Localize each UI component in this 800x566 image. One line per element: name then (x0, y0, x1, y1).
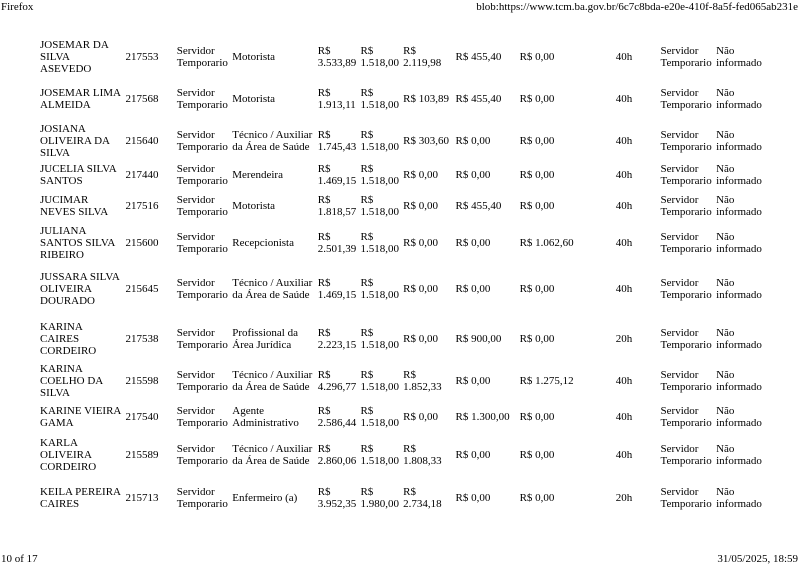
table-row (38, 317, 774, 360)
employment-type: Servidor Temporario (176, 230, 228, 255)
job-role: Técnico / Auxiliar da Área de Saúde (232, 368, 313, 393)
other-value: R$ 0,00 (519, 135, 555, 147)
employee-table (38, 36, 774, 519)
employee-code: 217568 (125, 93, 159, 105)
info-status: Não informado (716, 230, 762, 255)
info-status: Não informado (716, 162, 762, 187)
employment-type: Servidor Temporario (176, 162, 228, 187)
employee-code: 215598 (125, 374, 159, 387)
allowance: R$ 1.300,00 (455, 411, 510, 423)
workload-hours: 20h (615, 332, 633, 345)
employment-category: Servidor Temporario (660, 326, 712, 351)
extra-value: R$ 1.852,33 (403, 368, 442, 393)
workload-hours: 40h (615, 135, 633, 147)
other-value: R$ 0,00 (519, 491, 555, 504)
base-salary: R$ 1.518,00 (360, 193, 399, 218)
table-body (38, 36, 774, 519)
other-value: R$ 0,00 (519, 411, 555, 423)
job-role: Técnico / Auxiliar da Área de Saúde (232, 442, 313, 467)
base-salary: R$ 1.518,00 (360, 129, 399, 153)
employment-type: Servidor Temporario (176, 485, 228, 510)
job-role: Agente Administrativo (232, 405, 299, 429)
gross-salary: R$ 1.469,15 (317, 162, 357, 187)
employee-code: 217516 (125, 199, 159, 212)
employment-category: Servidor Temporario (660, 442, 712, 467)
base-salary: R$ 1.518,00 (360, 405, 399, 429)
gross-salary: R$ 2.501,39 (317, 230, 357, 255)
page-url: blob:https://www.tcm.ba.gov.br/6c7c8bda-e20e-410f-8a5f-fed065ab231e (476, 1, 798, 13)
job-role: Motorista (232, 93, 276, 105)
other-value: R$ 0,00 (519, 51, 555, 63)
employee-code: 215600 (125, 236, 159, 249)
gross-salary: R$ 1.745,43 (317, 129, 357, 153)
extra-value: R$ 0,00 (403, 236, 438, 249)
extra-value: R$ 2.119,98 (403, 45, 442, 69)
employee-code: 217440 (125, 168, 159, 181)
workload-hours: 40h (615, 93, 633, 105)
base-salary: R$ 1.518,00 (360, 87, 399, 111)
other-value: R$ 0,00 (519, 93, 555, 105)
workload-hours: 40h (615, 411, 633, 423)
allowance: R$ 0,00 (455, 491, 491, 504)
table-row (38, 78, 774, 120)
job-role: Enfermeiro (a) (232, 491, 298, 504)
gross-salary: R$ 2.860,06 (317, 442, 357, 467)
other-value: R$ 0,00 (519, 199, 555, 212)
extra-value: R$ 0,00 (403, 199, 438, 212)
employment-category: Servidor Temporario (660, 129, 712, 153)
gross-salary: R$ 1.913,11 (317, 87, 356, 111)
employee-name: JUCIMAR NEVES SILVA (40, 193, 109, 218)
allowance: R$ 455,40 (455, 93, 502, 105)
employment-category: Servidor Temporario (660, 162, 712, 187)
workload-hours: 20h (615, 491, 633, 504)
employee-code: 215640 (125, 135, 159, 147)
other-value: R$ 0,00 (519, 283, 555, 295)
info-status: Não informado (716, 87, 762, 111)
employee-code: 217540 (125, 411, 159, 423)
other-value: R$ 1.275,12 (519, 374, 574, 387)
job-role: Profissional da Área Jurídica (232, 326, 298, 351)
gross-salary: R$ 2.586,44 (317, 405, 357, 429)
employee-name: JOSEMAR DA SILVA ASEVEDO (40, 39, 109, 75)
employment-type: Servidor Temporario (176, 326, 228, 351)
base-salary: R$ 1.518,00 (360, 45, 399, 69)
employee-name: KARINA CAIRES CORDEIRO (40, 320, 97, 357)
gross-salary: R$ 3.952,35 (317, 485, 357, 510)
extra-value: R$ 103,89 (403, 93, 449, 105)
base-salary: R$ 1.518,00 (360, 230, 399, 255)
table-row (38, 261, 774, 317)
base-salary: R$ 1.518,00 (360, 442, 399, 467)
employee-name: KEILA PEREIRA CAIRES (40, 485, 121, 510)
employment-category: Servidor Temporario (660, 230, 712, 255)
employment-type: Servidor Temporario (176, 368, 228, 393)
info-status: Não informado (716, 277, 762, 301)
employee-code: 217538 (125, 332, 159, 345)
workload-hours: 40h (615, 51, 633, 63)
info-status: Não informado (716, 193, 762, 218)
base-salary: R$ 1.518,00 (360, 326, 399, 351)
table-row (38, 401, 774, 433)
table-row (38, 224, 774, 261)
employment-category: Servidor Temporario (660, 87, 712, 111)
allowance: R$ 900,00 (455, 332, 502, 345)
gross-salary: R$ 3.533,89 (317, 45, 357, 69)
extra-value: R$ 303,60 (403, 135, 449, 147)
info-status: Não informado (716, 442, 762, 467)
extra-value: R$ 2.734,18 (403, 485, 442, 510)
page-number: 10 of 17 (1, 553, 38, 565)
base-salary: R$ 1.518,00 (360, 368, 399, 393)
gross-salary: R$ 2.223,15 (317, 326, 357, 351)
table-row (38, 187, 774, 224)
employee-code: 215713 (125, 491, 159, 504)
employment-type: Servidor Temporario (176, 45, 228, 69)
employee-code: 215589 (125, 448, 159, 461)
employment-type: Servidor Temporario (176, 129, 228, 153)
employee-name: JUCELIA SILVA SANTOS (40, 162, 117, 187)
print-datetime: 31/05/2025, 18:59 (717, 553, 798, 565)
table-row (38, 476, 774, 519)
employment-type: Servidor Temporario (176, 442, 228, 467)
allowance: R$ 0,00 (455, 168, 491, 181)
allowance: R$ 455,40 (455, 51, 502, 63)
employee-name: JULIANA SANTOS SILVA RIBEIRO (40, 224, 115, 261)
base-salary: R$ 1.518,00 (360, 277, 399, 301)
employee-name: JOSIANA OLIVEIRA DA SILVA (40, 123, 110, 159)
job-role: Motorista (232, 51, 276, 63)
employment-category: Servidor Temporario (660, 193, 712, 218)
employment-category: Servidor Temporario (660, 485, 712, 510)
allowance: R$ 0,00 (455, 283, 491, 295)
info-status: Não informado (716, 129, 762, 153)
info-status: Não informado (716, 405, 762, 429)
employment-category: Servidor Temporario (660, 368, 712, 393)
base-salary: R$ 1.518,00 (360, 162, 399, 187)
allowance: R$ 0,00 (455, 236, 491, 249)
extra-value: R$ 0,00 (403, 283, 438, 295)
job-role: Recepcionista (232, 236, 294, 249)
workload-hours: 40h (615, 236, 633, 249)
table-row (38, 162, 774, 187)
employment-type: Servidor Temporario (176, 277, 228, 301)
other-value: R$ 1.062,60 (519, 236, 574, 249)
base-salary: R$ 1.980,00 (360, 485, 399, 510)
employment-type: Servidor Temporario (176, 193, 228, 218)
allowance: R$ 0,00 (455, 448, 491, 461)
other-value: R$ 0,00 (519, 332, 555, 345)
table-row (38, 120, 774, 162)
extra-value: R$ 0,00 (403, 332, 438, 345)
workload-hours: 40h (615, 448, 633, 461)
employment-category: Servidor Temporario (660, 405, 712, 429)
job-role: Técnico / Auxiliar da Área de Saúde (232, 129, 313, 153)
workload-hours: 40h (615, 168, 633, 181)
other-value: R$ 0,00 (519, 168, 555, 181)
job-role: Motorista (232, 199, 276, 212)
extra-value: R$ 0,00 (403, 168, 438, 181)
employee-code: 215645 (125, 283, 159, 295)
info-status: Não informado (716, 45, 762, 69)
workload-hours: 40h (615, 283, 633, 295)
gross-salary: R$ 1.818,57 (317, 193, 357, 218)
gross-salary: R$ 1.469,15 (317, 277, 357, 301)
job-role: Técnico / Auxiliar da Área de Saúde (232, 277, 313, 301)
employee-name: KARINE VIEIRA GAMA (40, 405, 121, 429)
gross-salary: R$ 4.296,77 (317, 368, 357, 393)
job-role: Merendeira (232, 168, 283, 181)
allowance: R$ 0,00 (455, 374, 491, 387)
table-row (38, 433, 774, 476)
extra-value: R$ 0,00 (403, 411, 438, 423)
table-row (38, 36, 774, 78)
employee-name: KARINA COELHO DA SILVA (40, 362, 103, 399)
workload-hours: 40h (615, 199, 633, 212)
employment-category: Servidor Temporario (660, 277, 712, 301)
employee-name: JUSSARA SILVA OLIVEIRA DOURADO (40, 271, 120, 307)
workload-hours: 40h (615, 374, 633, 387)
employee-name: JOSEMAR LIMA ALMEIDA (40, 87, 121, 111)
allowance: R$ 455,40 (455, 199, 502, 212)
table-row (38, 360, 774, 401)
info-status: Não informado (716, 368, 762, 393)
info-status: Não informado (716, 485, 762, 510)
allowance: R$ 0,00 (455, 135, 491, 147)
employee-code: 217553 (125, 51, 159, 63)
employment-type: Servidor Temporario (176, 87, 228, 111)
info-status: Não informado (716, 326, 762, 351)
other-value: R$ 0,00 (519, 448, 555, 461)
browser-name: Firefox (1, 1, 34, 13)
employment-type: Servidor Temporario (176, 405, 228, 429)
extra-value: R$ 1.808,33 (403, 442, 442, 467)
employment-category: Servidor Temporario (660, 45, 712, 69)
employee-name: KARLA OLIVEIRA CORDEIRO (40, 436, 97, 473)
